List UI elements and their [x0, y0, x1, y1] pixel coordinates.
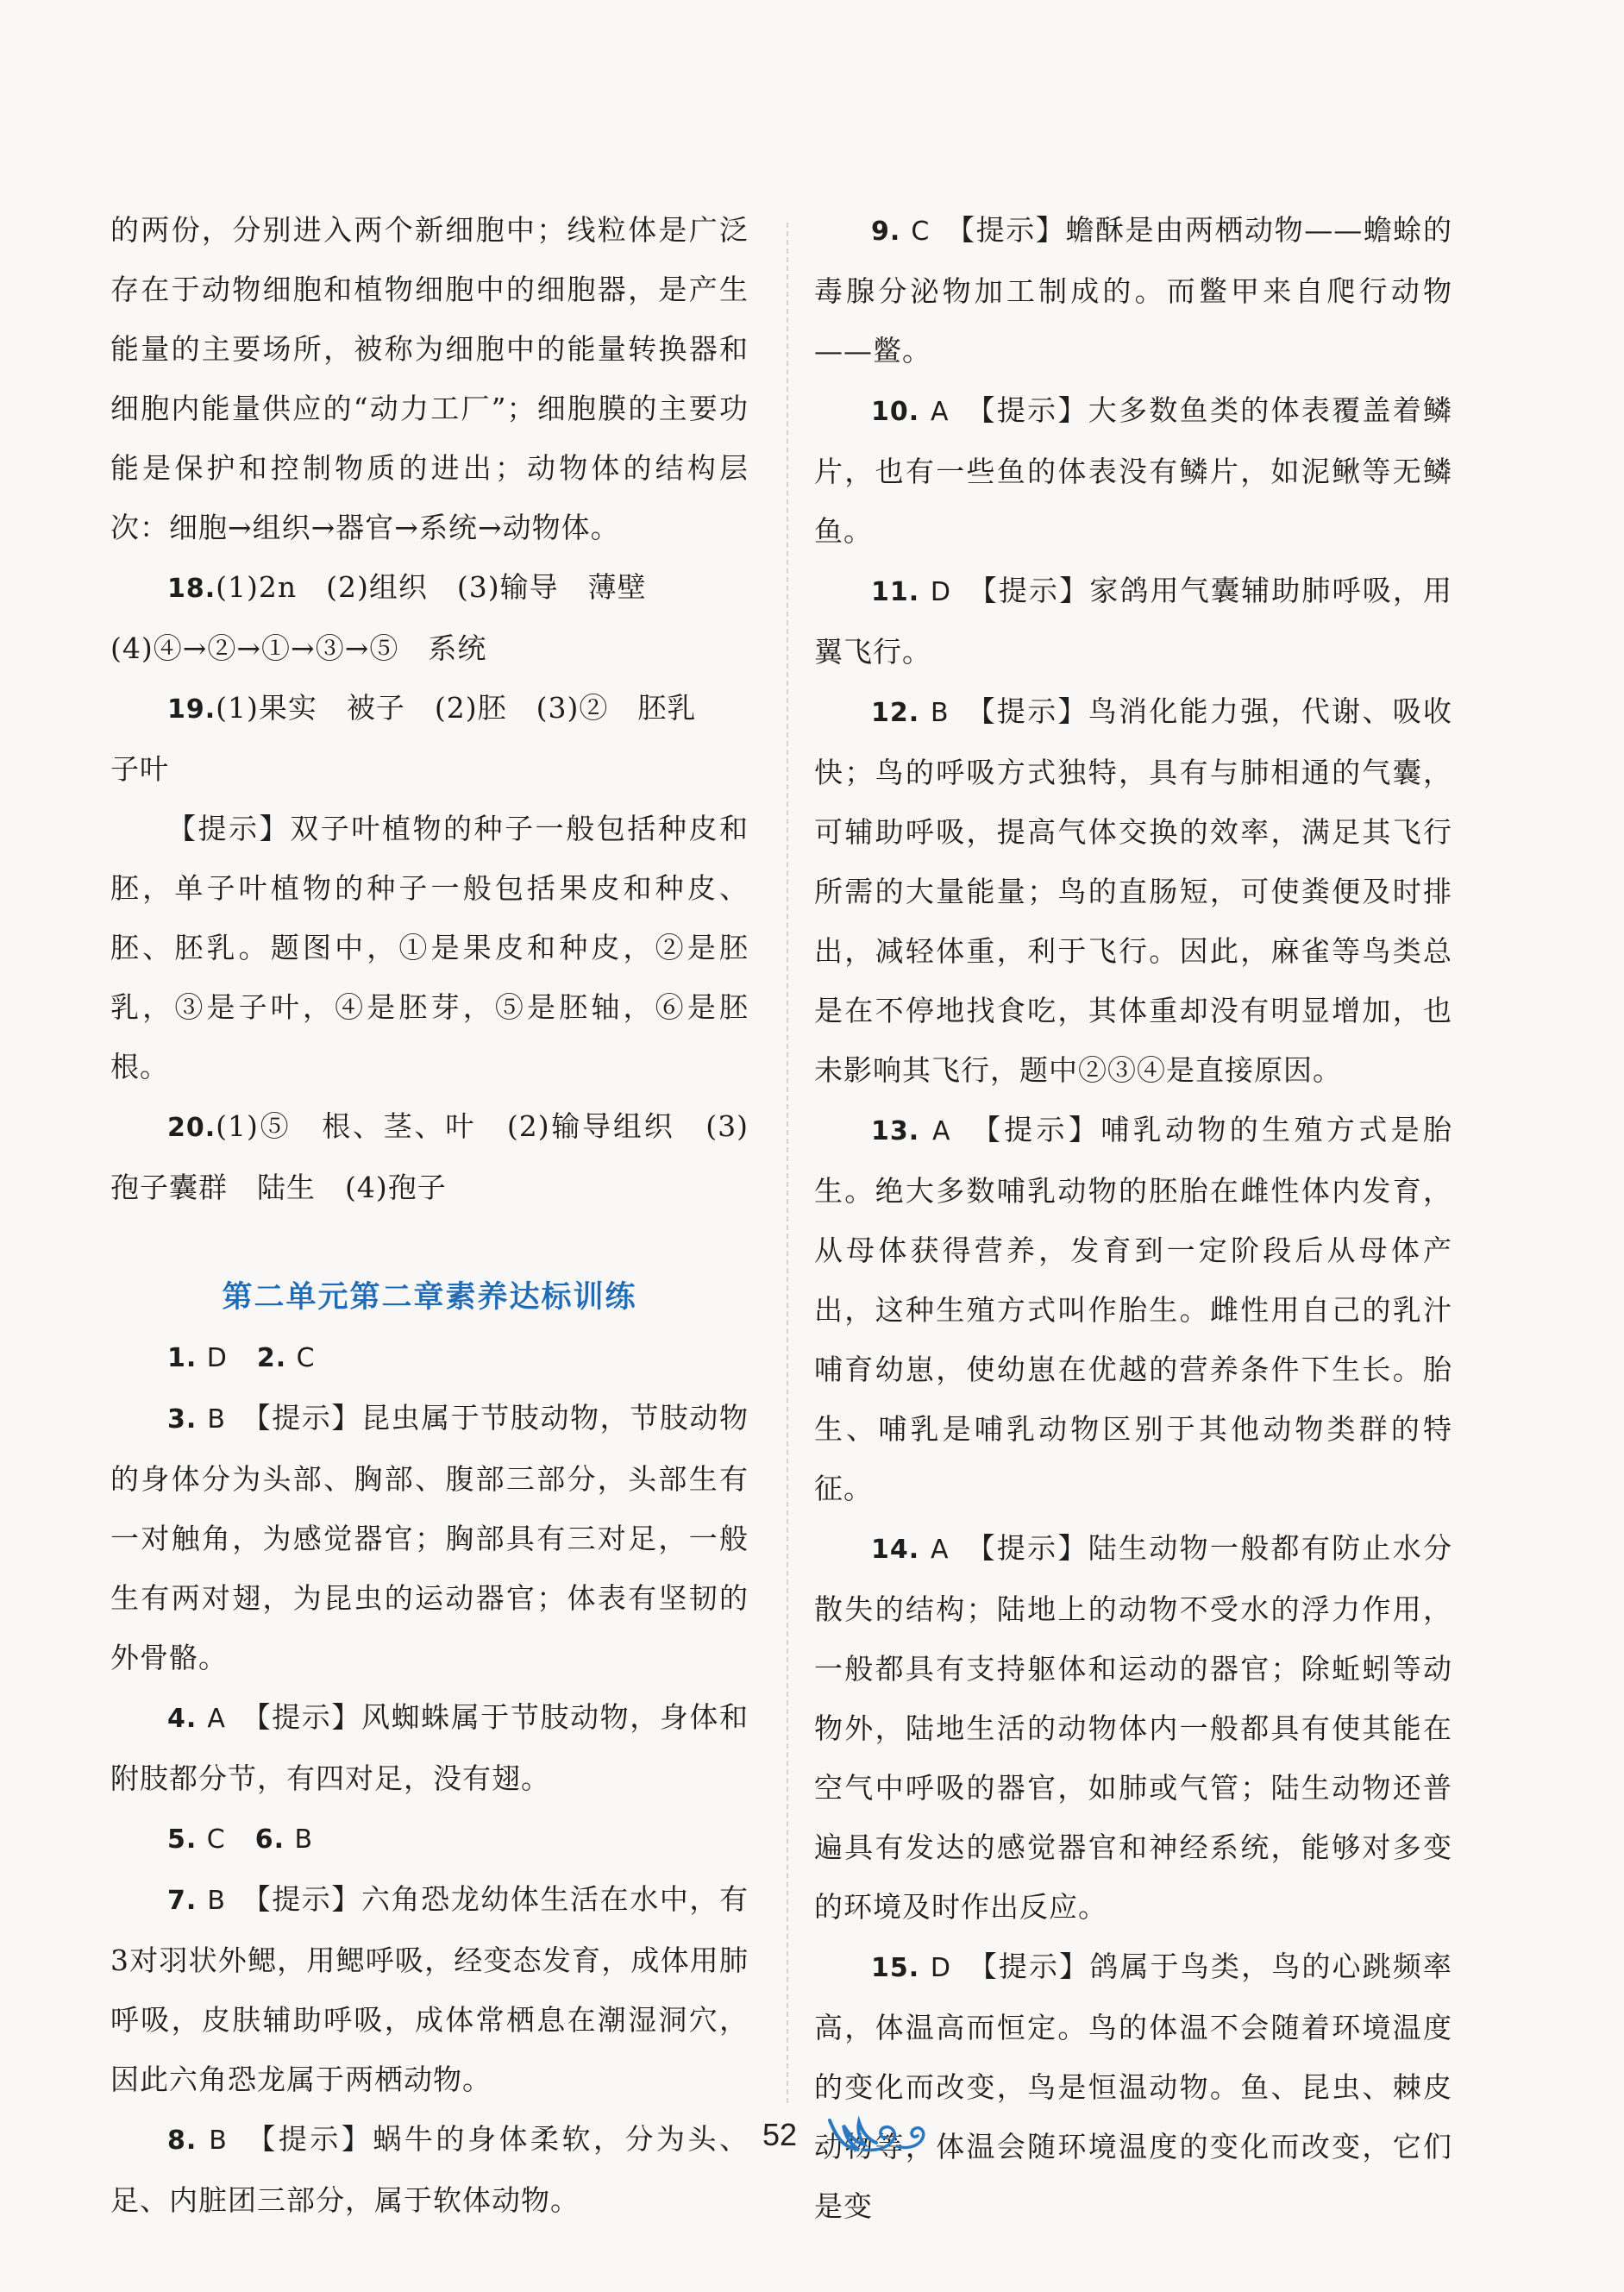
answer-9	[814, 200, 1452, 380]
answer-1-2	[110, 1327, 749, 1388]
paragraph-continued: 的两份，分别进入两个新细胞中；线粒体是广泛存在于动物细胞和植物细胞中的细胞器，是产生能量的主要场所，被称为细胞中的能量转换器和细胞内能量供应的“动力工厂”；细胞膜的主要功能是保护和控制物质的进出；动物体的结构层次：细胞→组织→器官→系统→动物体。	[110, 213, 749, 544]
question-number: 6.	[254, 1824, 285, 1855]
question-number: 7.	[167, 1886, 198, 1916]
answer-text: (1)2n (2)组织 (3)输导 薄壁	[216, 570, 647, 604]
hint-text: 【提示】陆生动物一般都有防止水分散失的结构；陆地上的动物不受水的浮力作用，一般都具有支持躯体和运动的器官；除蚯蚓等动物外，陆地生活的动物体内一般都具有使其能在空气中呼吸的器官，如肺或气管；陆生动物还普遍具有发达的感觉器官和神经系统，能够对多变的环境及时作出反应。	[814, 1531, 1453, 1924]
question-number: 19.	[167, 694, 216, 725]
answer-letter: B	[209, 2126, 228, 2156]
answer-letter: C	[296, 1343, 316, 1373]
question-number: 8.	[167, 2126, 198, 2156]
hint-text: 【提示】大多数鱼类的体表覆盖着鳞片，也有一些鱼的体表没有鳞片，如泥鳅等无鳞鱼。	[814, 393, 1453, 548]
answer-13	[814, 1100, 1452, 1518]
question-number: 3.	[167, 1404, 198, 1435]
answer-text: (1)果实 被子 (2)胚 (3)② 胚乳	[216, 691, 697, 725]
answer-10	[814, 380, 1452, 561]
question-number: 10.	[871, 397, 920, 427]
hint-text: 【提示】鸟消化能力强，代谢、吸收快；鸟的呼吸方式独特，具有与肺相通的气囊，可辅助呼吸，提高气体交换的效率，满足其飞行所需的大量能量；鸟的直肠短，可使粪便及时排出，减轻体重，利于飞行。因此，麻雀等鸟类总是在不停地找食吃，其体重却没有明显增加，也未影响其飞行，题中②③④是直接原因。	[814, 694, 1453, 1087]
answer-19-line2: 子叶	[110, 752, 169, 786]
answer-letter: A	[932, 1116, 951, 1146]
answer-5-6	[110, 1808, 749, 1869]
answer-8	[110, 2109, 749, 2230]
answer-20	[110, 1096, 749, 1217]
question-number: 9.	[871, 217, 901, 247]
answer-19-hint: 【提示】双子叶植物的种子一般包括种皮和胚，单子叶植物的种子一般包括果皮和种皮、胚、胚乳。题图中，①是果皮和种皮，②是胚乳，③是子叶，④是胚芽，⑤是胚轴，⑥是胚根。	[110, 812, 749, 1083]
hint-text: 【提示】昆虫属于节肢动物，节肢动物的身体分为头部、胸部、腹部三部分，头部生有一对触角，为感觉器官；胸部具有三对足，一般生有两对翅，为昆虫的运动器官；体表有坚韧的外骨骼。	[110, 1401, 749, 1674]
answer-18	[110, 557, 749, 619]
hint-text: 【提示】鸽属于鸟类，鸟的心跳频率高，体温高而恒定。鸟的体温不会随着环境温度的变化而改变，鸟是恒温动物。鱼、昆虫、棘皮动物等，体温会随环境温度的变化而改变，它们是变	[814, 1950, 1453, 2223]
answer-11	[814, 561, 1452, 681]
answer-letter: C	[911, 217, 931, 247]
answer-7	[110, 1869, 749, 2109]
question-number: 18.	[167, 574, 216, 604]
answer-letter: B	[930, 698, 950, 728]
hint-text: 【提示】家鸽用气囊辅助肺呼吸，用翼飞行。	[814, 574, 1453, 669]
answer-12	[814, 681, 1452, 1100]
hint-text: 【提示】哺乳动物的生殖方式是胎生。绝大多数哺乳动物的胚胎在雌性体内发育，从母体获得营养，发育到一定阶段后从母体产出，这种生殖方式叫作胎生。雌性用自己的乳汁哺育幼崽，使幼崽在优越的营养条件下生长。胎生、哺乳是哺乳动物区别于其他动物类群的特征。	[814, 1113, 1453, 1505]
wave-ornament-icon	[825, 2112, 937, 2157]
answer-letter: B	[207, 1886, 226, 1916]
question-number: 11.	[871, 577, 920, 607]
answer-3	[110, 1388, 749, 1687]
column-divider	[787, 223, 788, 2103]
answer-letter: B	[294, 1824, 314, 1855]
hint-text: 【提示】蟾酥是由两栖动物——蟾蜍的毒腺分泌物加工制成的。而鳖甲来自爬行动物——鳖。	[814, 213, 1453, 367]
hint-text: 【提示】六角恐龙幼体生活在水中，有3对羽状外鳃，用鳃呼吸，经变态发育，成体用肺呼吸，皮肤辅助呼吸，成体常栖息在潮湿洞穴，因此六角恐龙属于两栖动物。	[110, 1882, 749, 2096]
answer-letter: B	[207, 1404, 226, 1435]
page-number: 52	[762, 2117, 798, 2152]
right-column	[814, 200, 1452, 2236]
answer-letter: D	[930, 1953, 951, 1983]
answer-letter: A	[930, 1535, 950, 1565]
question-number: 14.	[871, 1535, 920, 1565]
answer-letter: C	[206, 1824, 226, 1855]
answer-18-line2: (4)④→②→①→③→⑤ 系统	[110, 631, 487, 665]
answer-4	[110, 1687, 749, 1808]
answer-letter: D	[206, 1343, 228, 1373]
answer-14	[814, 1518, 1452, 1937]
hint-text: 【提示】蜗牛的身体柔软，分为头、足、内脏团三部分，属于软体动物。	[110, 2122, 749, 2217]
question-number: 15.	[871, 1953, 920, 1983]
answer-letter: A	[930, 397, 950, 427]
section-title: 第二单元第二章素养达标训练	[222, 1279, 637, 1315]
question-number: 13.	[871, 1116, 920, 1146]
question-number: 4.	[167, 1704, 198, 1734]
answer-19	[110, 678, 749, 739]
question-number: 20.	[167, 1113, 216, 1143]
question-number: 5.	[167, 1824, 198, 1855]
question-number: 12.	[871, 698, 920, 728]
question-number: 2.	[256, 1343, 287, 1373]
answer-15	[814, 1937, 1452, 2236]
answer-letter: A	[207, 1704, 226, 1734]
question-number: 1.	[167, 1343, 198, 1373]
hint-text: 【提示】风蜘蛛属于节肢动物，身体和附肢都分节，有四对足，没有翅。	[110, 1700, 749, 1795]
answer-text: (1)⑤ 根、茎、叶 (2)输导组织 (3)孢子囊群 陆生 (4)孢子	[110, 1109, 749, 1204]
left-column	[110, 200, 749, 2230]
answer-letter: D	[930, 577, 951, 607]
